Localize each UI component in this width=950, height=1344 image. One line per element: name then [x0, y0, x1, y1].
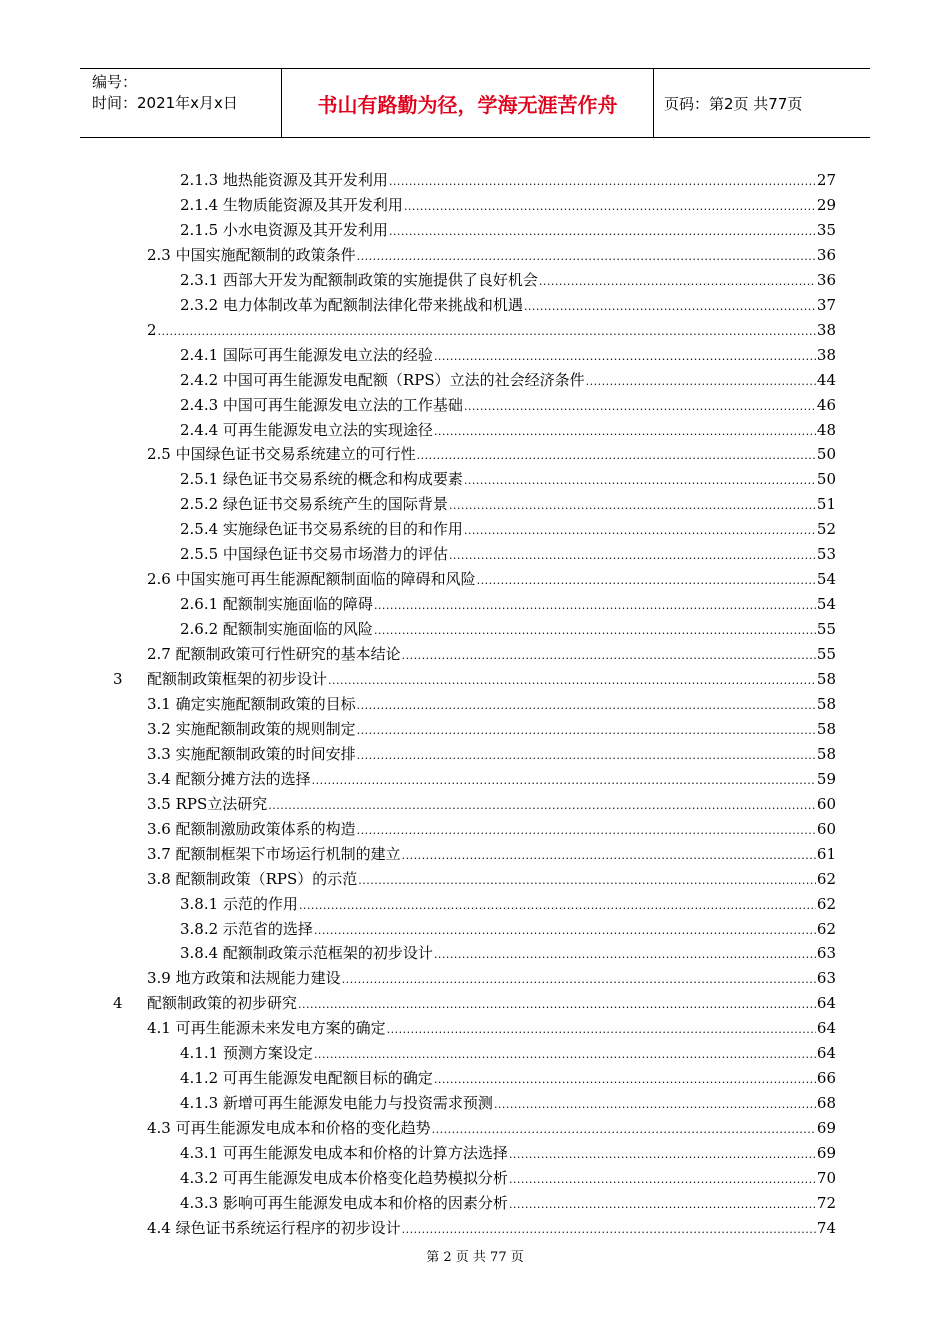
toc-entry-title: 2.4.2 中国可再生能源发电配额（RPS）立法的社会经济条件 — [180, 370, 585, 389]
toc-entry-page: 66 — [816, 1069, 836, 1088]
toc-entry-page: 51 — [816, 495, 836, 514]
toc-leader-dots — [449, 543, 816, 568]
toc-entry-page: 55 — [816, 645, 836, 664]
toc-entry-page: 50 — [816, 470, 836, 489]
toc-entry-title: 3.8.1 示范的作用 — [180, 894, 298, 913]
toc-entry-page: 53 — [816, 545, 836, 564]
toc-entry-page: 60 — [816, 794, 836, 813]
toc-leader-dots — [477, 568, 816, 593]
toc-entry-title: 3.8.2 示范省的选择 — [180, 919, 313, 938]
toc-entry-page: 70 — [816, 1169, 836, 1187]
toc-leader-dots — [357, 244, 816, 269]
toc-entry-page: 62 — [816, 869, 836, 888]
toc-entry-page: 55 — [816, 620, 836, 639]
toc-leader-dots — [389, 169, 816, 194]
toc-entry-page: 27 — [816, 171, 836, 189]
toc-leader-dots — [464, 468, 816, 493]
header-motto: 书山有路勤为径，学海无涯苦作舟 — [282, 69, 654, 137]
toc-entry[interactable] — [147, 792, 836, 817]
toc-leader-dots — [299, 893, 816, 918]
toc-entry[interactable] — [147, 667, 836, 692]
toc-leader-dots — [449, 493, 816, 518]
toc-entry-title: 2.5.2 绿色证书交易系统产生的国际背景 — [180, 495, 448, 514]
toc-entry-page: 61 — [816, 844, 836, 863]
toc-entry-title: 3.9 地方政策和法规能力建设 — [147, 969, 341, 988]
toc-leader-dots — [464, 518, 816, 543]
toc-entry-title: 4.3 可再生能源发电成本和价格的变化趋势 — [147, 1119, 431, 1138]
toc-entry-page: 69 — [816, 1144, 836, 1163]
toc-leader-dots — [586, 369, 816, 394]
toc-entry-title: 3.3 实施配额制政策的时间安排 — [147, 744, 356, 763]
toc-entry-title: 2 — [147, 320, 157, 339]
toc-entry-page: 52 — [816, 520, 836, 539]
toc-leader-dots — [434, 1067, 816, 1092]
toc-leader-dots — [387, 1017, 816, 1042]
toc-entry-title: 2.5.4 实施绿色证书交易系统的目的和作用 — [180, 520, 463, 539]
toc-entry[interactable] — [180, 1166, 836, 1191]
toc-leader-dots — [509, 1192, 816, 1217]
header-left — [80, 69, 282, 137]
toc-entry-page: 68 — [816, 1094, 836, 1113]
toc-leader-dots — [357, 718, 816, 743]
toc-entry[interactable] — [147, 1016, 836, 1041]
toc-entry-title: 4.3.1 可再生能源发电成本和价格的计算方法选择 — [180, 1144, 508, 1163]
toc-entry-page: 35 — [816, 220, 836, 239]
toc-entry-page: 54 — [816, 595, 836, 614]
toc-entry-page: 58 — [816, 670, 836, 688]
toc-leader-dots — [434, 344, 816, 369]
toc-entry-page: 64 — [816, 1019, 836, 1038]
toc-entry[interactable] — [180, 1066, 836, 1091]
toc-entry-page: 74 — [816, 1218, 836, 1237]
toc-entry-title: 2.3 中国实施配额制的政策条件 — [147, 245, 356, 264]
toc-leader-dots — [314, 918, 816, 943]
toc-leader-dots — [314, 1042, 816, 1067]
toc-entry-title: 4.1 可再生能源未来发电方案的确定 — [147, 1019, 386, 1038]
toc-entry-page: 36 — [816, 270, 836, 289]
toc-entry[interactable] — [180, 293, 836, 318]
toc-entry-page: 64 — [816, 1044, 836, 1063]
toc-entry[interactable] — [147, 442, 836, 467]
code-label: 编号： — [92, 73, 138, 91]
toc-entry-title: 2.4.3 中国可再生能源发电立法的工作基础 — [180, 395, 463, 414]
toc-entry[interactable] — [180, 343, 836, 368]
toc-entry[interactable] — [180, 168, 836, 193]
toc-leader-dots — [434, 419, 816, 444]
toc-entry[interactable] — [147, 742, 836, 767]
toc-entry-page: 50 — [816, 445, 836, 464]
toc-entry-title: 4.1.3 新增可再生能源发电能力与投资需求预测 — [180, 1094, 493, 1113]
toc-leader-dots — [402, 843, 816, 868]
toc-leader-dots — [404, 194, 816, 219]
toc-entry-title: 2.3.2 电力体制改革为配额制法律化带来挑战和机遇 — [180, 295, 523, 314]
toc-leader-dots — [402, 643, 816, 668]
toc-entry-title: 2.1.3 地热能资源及其开发利用 — [180, 171, 388, 189]
toc-leader-dots — [357, 693, 816, 718]
toc-entry[interactable] — [147, 842, 836, 867]
toc-entry[interactable] — [180, 418, 836, 443]
toc-entry[interactable] — [180, 492, 836, 517]
toc-entry-title: 2.1.5 小水电资源及其开发利用 — [180, 220, 388, 239]
toc-entry[interactable] — [180, 1191, 836, 1216]
toc-entry[interactable] — [147, 867, 836, 892]
toc-entry[interactable] — [147, 1116, 836, 1141]
toc-entry-page: 60 — [816, 819, 836, 838]
toc-entry[interactable] — [180, 542, 836, 567]
toc-entry-title: 2.5.5 中国绿色证书交易市场潜力的评估 — [180, 545, 448, 564]
toc-leader-dots — [357, 818, 816, 843]
toc-leader-dots — [374, 618, 816, 643]
toc-chapter-number: 3 — [113, 670, 123, 688]
toc-entry-title: 3.8 配额制政策（RPS）的示范 — [147, 869, 358, 888]
toc-chapter-number: 4 — [113, 994, 123, 1013]
toc-leader-dots — [389, 219, 816, 244]
toc-entry-page: 59 — [816, 769, 836, 788]
toc-leader-dots — [434, 942, 816, 967]
toc-entry-page: 62 — [816, 919, 836, 938]
toc-entry[interactable] — [180, 193, 836, 218]
toc-entry[interactable] — [147, 692, 836, 717]
toc-entry-page: 72 — [816, 1193, 836, 1212]
page-header — [80, 68, 870, 138]
toc-entry-title: 4.4 绿色证书系统运行程序的初步设计 — [147, 1218, 401, 1237]
toc-entry-title: 2.4.4 可再生能源发电立法的实现途径 — [180, 420, 433, 439]
toc-leader-dots — [312, 768, 816, 793]
toc-entry-title: 2.4.1 国际可再生能源发电立法的经验 — [180, 345, 433, 364]
toc-leader-dots — [509, 1142, 816, 1167]
toc-leader-dots — [268, 793, 816, 818]
toc-leader-dots — [539, 269, 816, 294]
toc-entry-page: 48 — [816, 420, 836, 439]
toc-entry-title: 2.6 中国实施可再生能源配额制面临的障碍和风险 — [147, 570, 476, 589]
toc-entry-title: 配额制政策框架的初步设计 — [147, 670, 328, 688]
toc-entry[interactable] — [180, 368, 836, 393]
toc-entry-page: 64 — [816, 994, 836, 1013]
toc-entry[interactable] — [180, 1091, 836, 1116]
toc-leader-dots — [509, 1167, 816, 1192]
toc-entry-page: 58 — [816, 744, 836, 763]
toc-leader-dots — [298, 992, 816, 1017]
toc-entry[interactable] — [180, 393, 836, 418]
toc-leader-dots — [342, 967, 816, 992]
page-footer: 第 2 页 共 77 页 — [426, 1250, 524, 1265]
toc-leader-dots — [417, 443, 816, 468]
toc-entry[interactable] — [147, 642, 836, 667]
toc-entry[interactable] — [147, 817, 836, 842]
toc-entry-page: 38 — [816, 320, 836, 339]
toc-entry-title: 4.3.3 影响可再生能源发电成本和价格的因素分析 — [180, 1193, 508, 1212]
toc-entry-title: 3.1 确定实施配额制政策的目标 — [147, 694, 356, 713]
toc-entry[interactable] — [180, 917, 836, 942]
toc-leader-dots — [432, 1117, 816, 1142]
toc-entry-page: 58 — [816, 719, 836, 738]
toc-leader-dots — [402, 1217, 816, 1242]
toc-entry-page: 37 — [816, 295, 836, 314]
toc-entry[interactable] — [180, 941, 836, 966]
toc-entry[interactable] — [147, 966, 836, 991]
toc-entry-title: 2.7 配额制政策可行性研究的基本结论 — [147, 645, 401, 664]
toc-entry-title: 3.7 配额制框架下市场运行机制的建立 — [147, 844, 401, 863]
toc-entry-title: 2.1.4 生物质能资源及其开发利用 — [180, 195, 403, 214]
toc-entry[interactable] — [180, 892, 836, 917]
toc-entry-title: 配额制政策的初步研究 — [147, 994, 298, 1013]
toc-entry[interactable] — [147, 567, 836, 592]
toc-entry-title: 2.5.1 绿色证书交易系统的概念和构成要素 — [180, 470, 463, 489]
toc-entry[interactable] — [180, 1141, 836, 1166]
toc-entry-title: 3.6 配额制激励政策体系的构造 — [147, 819, 356, 838]
toc-entry-page: 44 — [816, 370, 836, 389]
toc-entry-page: 63 — [816, 944, 836, 963]
toc-entry-page: 62 — [816, 894, 836, 913]
toc-entry-title: 4.1.2 可再生能源发电配额目标的确定 — [180, 1069, 433, 1088]
toc-entry[interactable] — [180, 517, 836, 542]
toc-entry[interactable] — [147, 767, 836, 792]
toc-leader-dots — [464, 394, 816, 419]
toc-entry[interactable] — [180, 268, 836, 293]
toc-entry-page: 58 — [816, 694, 836, 713]
toc-entry[interactable] — [147, 243, 836, 268]
toc-entry-page: 46 — [816, 395, 836, 414]
toc-leader-dots — [374, 593, 816, 618]
toc-entry-title: 4.3.2 可再生能源发电成本价格变化趋势模拟分析 — [180, 1169, 508, 1187]
toc-entry-page: 29 — [816, 195, 836, 214]
toc-entry-page: 69 — [816, 1119, 836, 1138]
toc-entry-title: 2.3.1 西部大开发为配额制政策的实施提供了良好机会 — [180, 270, 538, 289]
toc-entry[interactable] — [147, 991, 836, 1016]
toc-entry[interactable] — [180, 467, 836, 492]
toc-entry-title: 3.5 RPS立法研究 — [147, 794, 268, 813]
toc-entry[interactable] — [147, 318, 836, 343]
toc-entry-page: 54 — [816, 570, 836, 589]
toc-leader-dots — [524, 294, 816, 319]
toc-entry-title: 4.1.1 预测方案设定 — [180, 1044, 313, 1063]
toc-leader-dots — [358, 868, 816, 893]
toc-entry-title: 2.6.1 配额制实施面临的障碍 — [180, 595, 373, 614]
toc-entry-page: 63 — [816, 969, 836, 988]
toc-entry-title: 3.4 配额分摊方法的选择 — [147, 769, 311, 788]
toc-entry[interactable] — [147, 717, 836, 742]
toc-leader-dots — [357, 743, 816, 768]
toc-entry[interactable] — [180, 617, 836, 642]
toc-entry-title: 2.5 中国绿色证书交易系统建立的可行性 — [147, 445, 416, 464]
toc-entry-title: 3.8.4 配额制政策示范框架的初步设计 — [180, 944, 433, 963]
toc-entry[interactable] — [147, 1216, 836, 1241]
toc-entry-title: 2.6.2 配额制实施面临的风险 — [180, 620, 373, 639]
toc-entry[interactable] — [180, 218, 836, 243]
toc-leader-dots — [158, 319, 816, 344]
toc-leader-dots — [328, 668, 816, 693]
toc-entry-page: 36 — [816, 245, 836, 264]
date-label: 时间：2021年x月x日 — [92, 94, 238, 112]
toc-entry-page: 38 — [816, 345, 836, 364]
toc-leader-dots — [494, 1092, 816, 1117]
header-page-info: 页码：第2页 共77页 — [664, 94, 803, 113]
toc-entry[interactable] — [180, 592, 836, 617]
toc-entry-title: 3.2 实施配额制政策的规则制定 — [147, 719, 356, 738]
toc-entry[interactable] — [180, 1041, 836, 1066]
